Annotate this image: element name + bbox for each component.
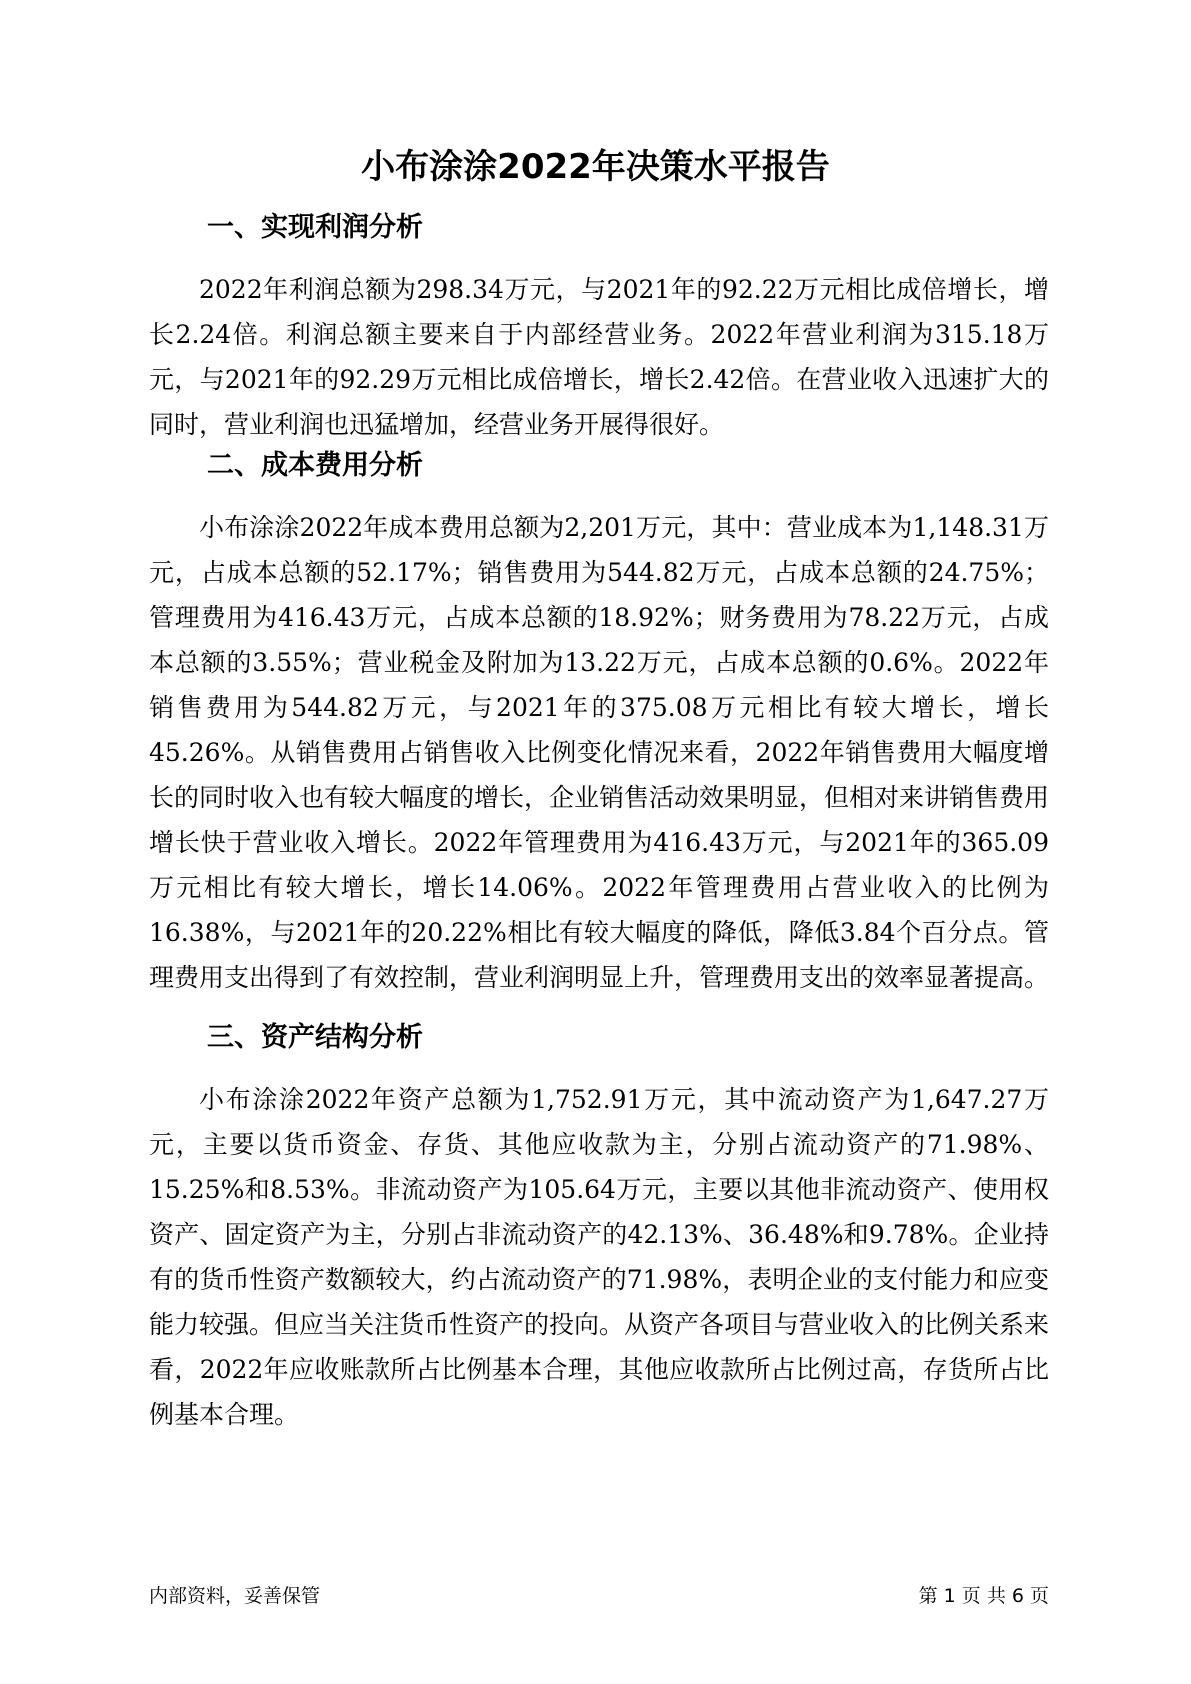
section-heading-cost: 二、成本费用分析 xyxy=(207,450,423,481)
section-body-cost: 小布涂涂2022年成本费用总额为2,201万元，其中：营业成本为1,148.31万元，占成本总额的52.17%；销售费用为544.82万元，占成本总额的24.75%；管理费用为416.43万元，占成本总额的18.92%；财务费用为78.22万元，占成本总额的3.55%；营业税金及附加为13.22万元，占成本总额的0.6%。2022年销售费用为544.82万元，与2021年的375.08万元相比有较大增长，增长45.26%。从销售费用占销售收入比例变化情况来看，2022年销售费用大幅度增长的同时收入也有较大幅度的增长，企业销售活动效果明显，但相对来讲销售费用增长快于营业收入增长。2022年管理费用为416.43万元，与2021年的365.09万元相比有较大增长，增长14.06%。2022年管理费用占营业收入的比例为16.38%，与2021年的20.22%相比有较大幅度的降低，降低3.84个百分点。管理费用支出得到了有效控制，营业利润明显上升，管理费用支出的效率显著提高。 xyxy=(149,513,1050,992)
section-heading-profit: 一、实现利润分析 xyxy=(207,212,423,243)
section-body-profit: 2022年利润总额为298.34万元，与2021年的92.22万元相比成倍增长，增长2.24倍。利润总额主要来自于内部经营业务。2022年营业利润为315.18万元，与2021年的92.29万元相比成倍增长，增长2.42倍。在营业收入迅速扩大的同时，营业利润也迅猛增加，经营业务开展得很好。 xyxy=(149,275,1049,439)
section-body-assets: 小布涂涂2022年资产总额为1,752.91万元，其中流动资产为1,647.27万元，主要以货币资金、存货、其他应收款为主，分别占流动资产的71.98%、15.25%和8.53%。非流动资产为105.64万元，主要以其他非流动资产、使用权资产、固定资产为主，分别占非流动资产的42.13%、36.48%和9.78%。企业持有的货币性资产数额较大，约占流动资产的71.98%，表明企业的支付能力和应变能力较强。但应当关注货币性资产的投向。从资产各项目与营业收入的比例关系来看，2022年应收账款所占比例基本合理，其他应收款所占比例过高，存货所占比例基本合理。 xyxy=(149,1085,1050,1429)
page-title: 小布涂涂2022年决策水平报告 xyxy=(361,147,830,187)
section-heading-assets: 三、资产结构分析 xyxy=(207,1022,423,1053)
footer-page-number: 第 1 页 共 6 页 xyxy=(918,1585,1049,1607)
footer-confidential-note: 内部资料，妥善保管 xyxy=(149,1585,321,1607)
